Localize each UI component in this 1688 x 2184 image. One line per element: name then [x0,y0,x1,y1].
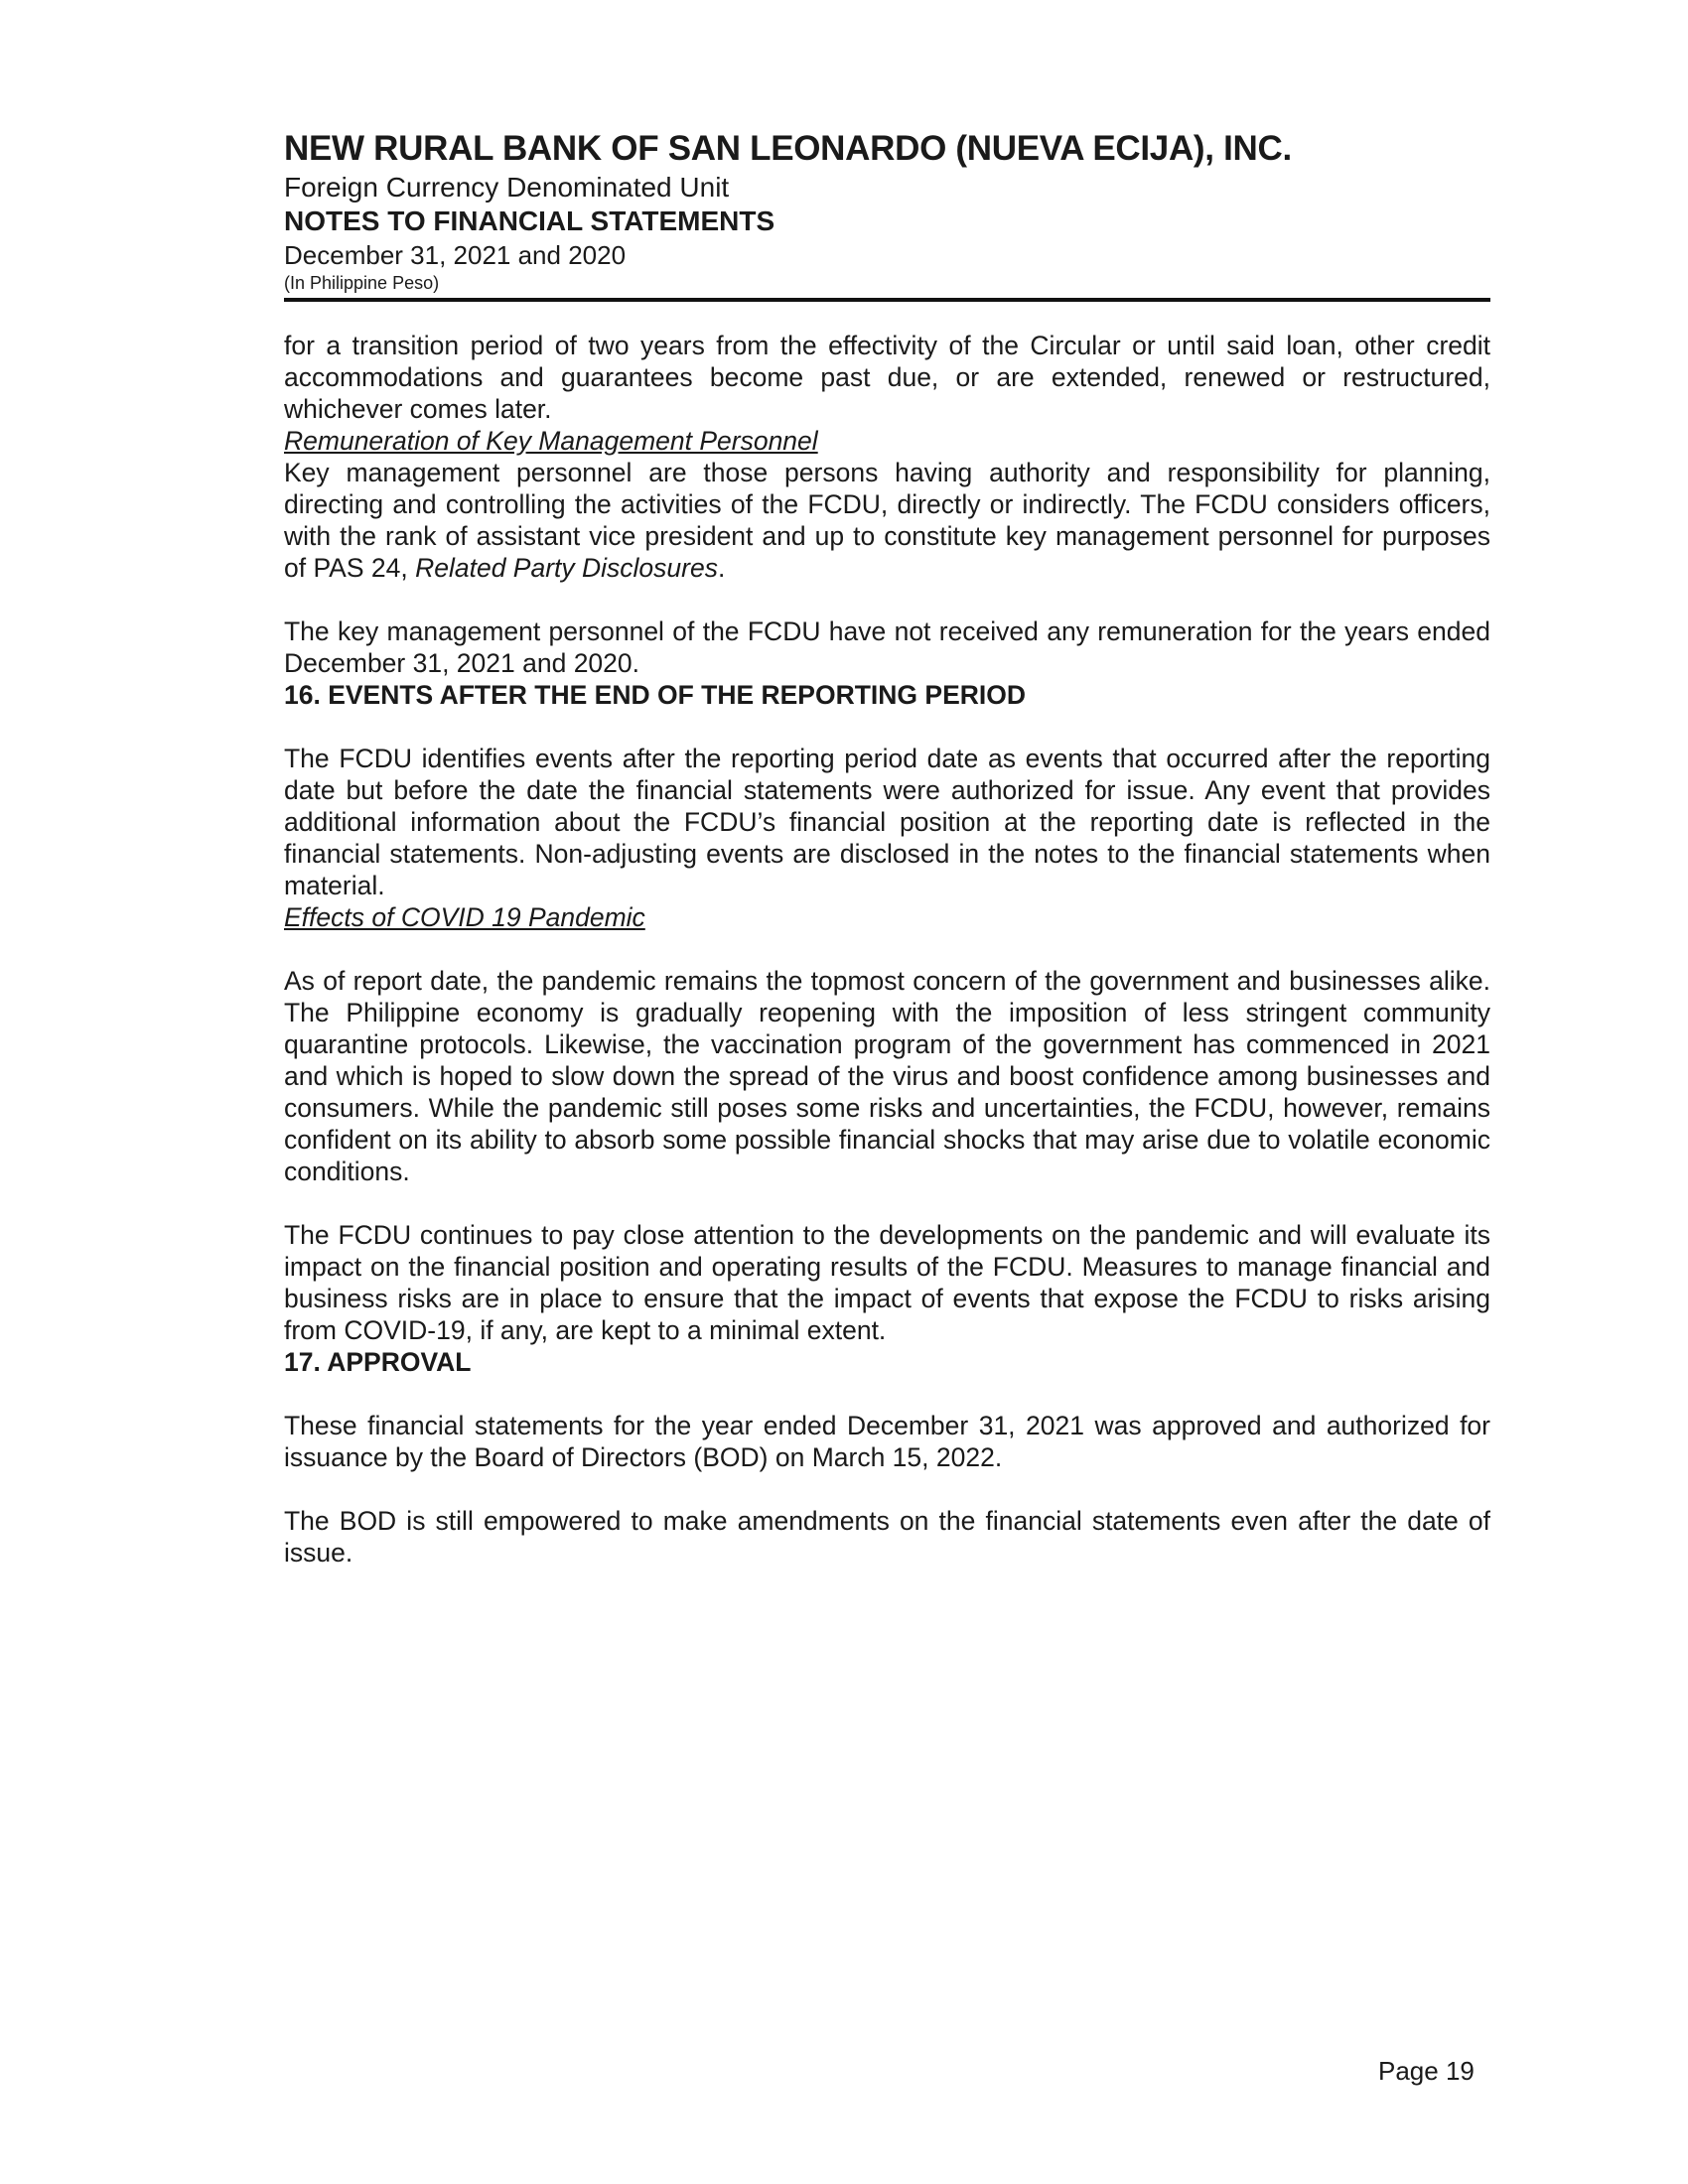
remuneration-heading: Remuneration of Key Management Personnel [284,426,818,456]
pas-24-title: Related Party Disclosures [415,553,718,583]
page-number: Page 19 [1378,2056,1475,2086]
intro-paragraph: for a transition period of two years from the effectivity of the Circular or until said loan, other credit accommodations and guarantees become past due, or are extended, renewed or restructured, whichever comes later. [284,331,1490,424]
remuneration-paragraph-2: The key management personnel of the FCDU have not received any remuneration for the years ended December 31, 2021 and 2020. [284,616,1490,678]
section-16-title: 16. EVENTS AFTER THE END OF THE REPORTING PERIOD [284,680,1026,710]
currency-note: (In Philippine Peso) [284,273,440,293]
reporting-period: December 31, 2021 and 2020 [284,240,627,270]
section-16-paragraph-3: The FCDU continues to pay close attention to the developments on the pandemic and will evaluate its impact on the financial position and operating results of the FCDU. Measures to manage financial and business risks are in place to ensure that the impact of events that expose the FCDU to risks arising from COVID-19, if any, are kept to a minimal extent. [284,1220,1490,1345]
header-divider [284,298,1490,302]
remuneration-period: . [717,553,726,583]
remuneration-paragraph-1 [284,457,1490,584]
company-name: NEW RURAL BANK OF SAN LEONARDO (NUEVA ECIJA), INC. [284,129,1292,168]
section-17-paragraph-1: These financial statements for the year ended December 31, 2021 was approved and authorized for issuance by the Board of Directors (BOD) on March 15, 2022. [284,1411,1490,1472]
document-title: NOTES TO FINANCIAL STATEMENTS [284,205,775,236]
section-16-paragraph-1: The FCDU identifies events after the reporting period date as events that occurred after the reporting date but before the date the financial statements were authorized for issue. Any event that provides additional information about the FCDU’s financial position at the reporting date is reflected in the financial statements. Non-adjusting events are disclosed in the notes to the financial statements when material. [284,744,1490,900]
covid-subheading: Effects of COVID 19 Pandemic [284,902,645,932]
section-17-title: 17. APPROVAL [284,1347,472,1377]
remuneration-text: Key management personnel are those persons having authority and responsibility for planning, directing and controlling the activities of the FCDU, directly or indirectly. The FCDU considers officers, with the rank of assistant vice president and up to constitute key management personnel for purposes of PAS 24, [284,458,1490,583]
section-17-paragraph-2: The BOD is still empowered to make amendments on the financial statements even after the date of issue. [284,1506,1490,1568]
document-header [284,127,1490,294]
document-body [284,330,1490,1569]
section-16-paragraph-2: As of report date, the pandemic remains the topmost concern of the government and businesses alike. The Philippine economy is gradually reopening with the imposition of less stringent community quarantine protocols. Likewise, the vaccination program of the government has commenced in 2021 and which is hoped to slow down the spread of the virus and boost confidence among businesses and consumers. While the pandemic still poses some risks and uncertainties, the FCDU, however, remains confident on its ability to absorb some possible financial shocks that may arise due to volatile economic conditions. [284,966,1490,1186]
unit-name: Foreign Currency Denominated Unit [284,172,730,203]
